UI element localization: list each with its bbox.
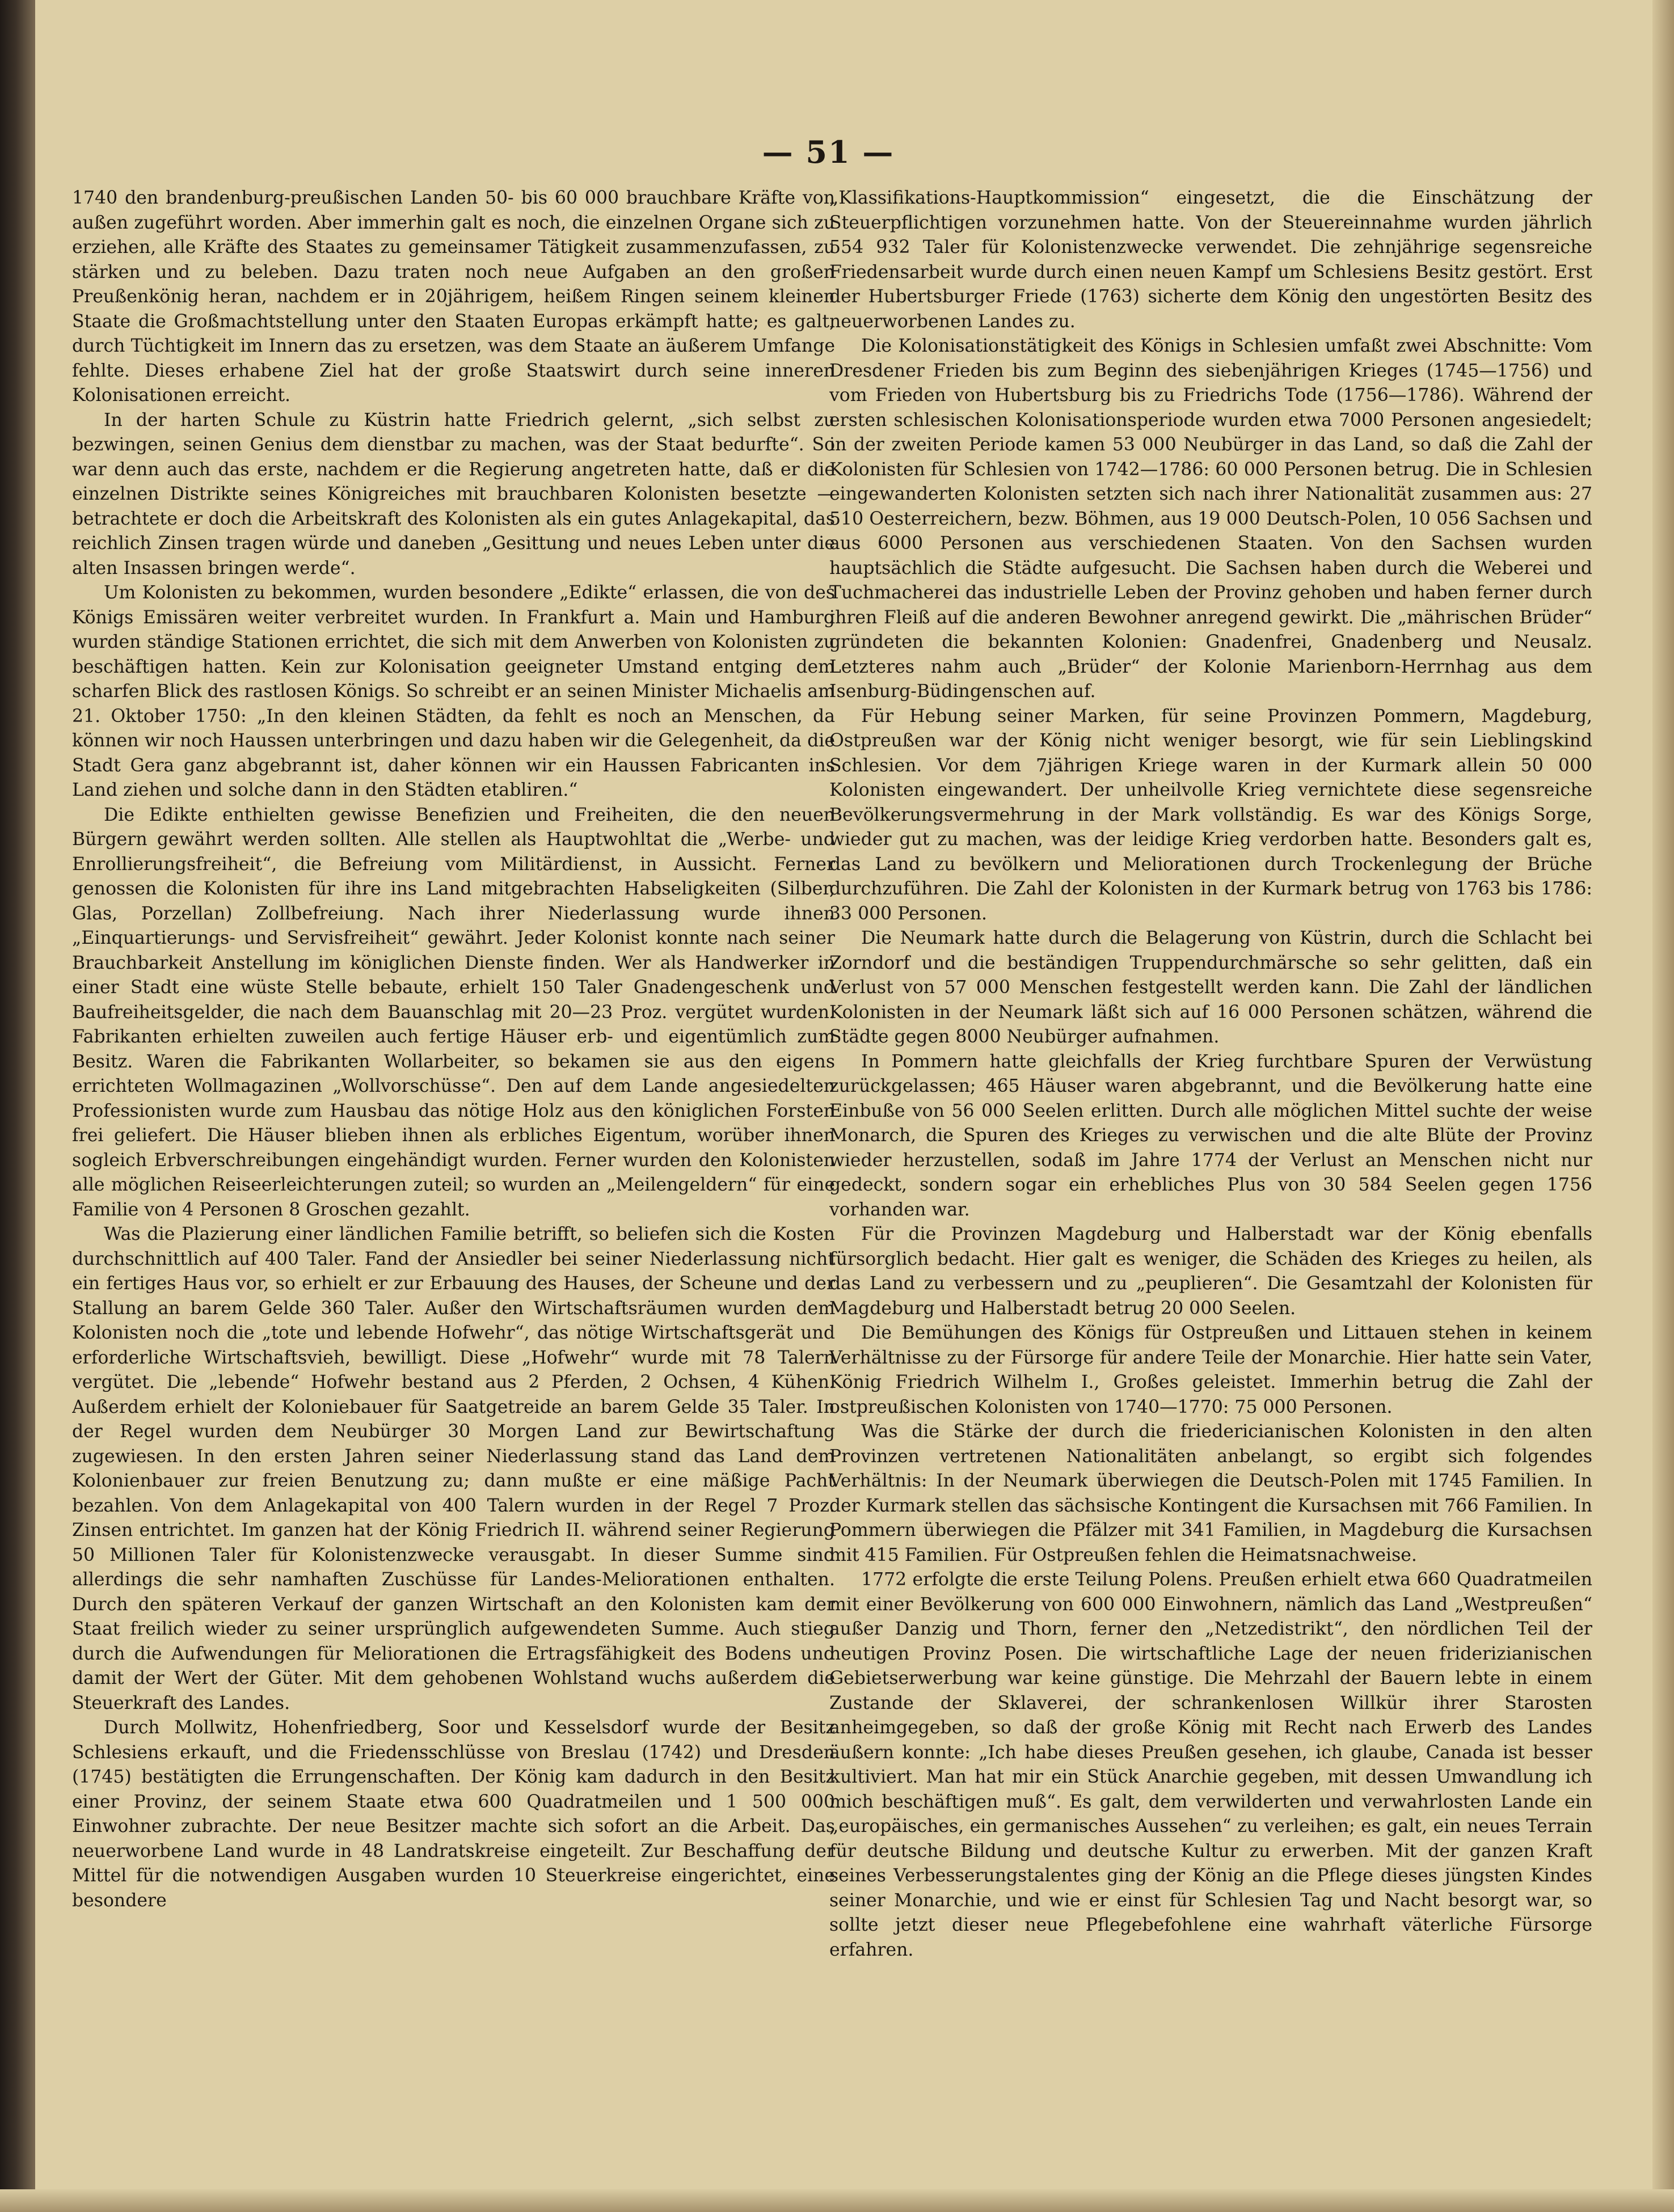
right-column xyxy=(829,186,1592,2080)
paragraph: In der harten Schule zu Küstrin hatte Friedrich gelernt, „sich selbst zu bezwingen, seinen Genius dem dienstbar zu machen, was der Staat bedurfte“. So war denn auch das erste, nachdem er die Regierung angetreten hatte, daß er die einzelnen Distrikte seines Königreiches mit brauchbaren Kolonisten besetzte — betrachtete er doch die Arbeitskraft des Kolonisten als ein gutes Anlagekapital, das reichlich Zinsen tragen würde und daneben „Gesittung und neues Leben unter die alten Insassen bringen werde“. xyxy=(72,410,835,579)
paragraph: Für die Provinzen Magdeburg und Halberstadt war der König ebenfalls fürsorglich bedacht. Hier galt es weniger, die Schäden des Krieges zu heilen, als das Land zu verbessern und zu „peuplieren“. Die Gesamtzahl der Kolonisten für Magdeburg und Halberstadt betrug 20 000 Seelen. xyxy=(829,1224,1592,1319)
paragraph: Die Edikte enthielten gewisse Benefizien und Freiheiten, die den neuen Bürgern gewährt werden sollten. Alle stellen als Hauptwohltat die „Werbe- und Enrollierungsfreiheit“, die Befreiung vom Militärdienst, in Aussicht. Ferner genossen die Kolonisten für ihre ins Land mitgebrachten Habseligkeiten (Silber, Glas, Porzellan) Zollbefreiung. Nach ihrer Niederlassung wurde ihnen „Einquartierungs- und Servisfreiheit“ gewährt. Jeder Kolonist konnte nach seiner Brauchbarkeit Anstellung im königlichen Dienste finden. Wer als Handwerker in einer Stadt eine wüste Stelle bebaute, erhielt 150 Taler Gnadengeschenk und Baufreiheitsgelder, die nach dem Bauanschlag mit 20—23 Proz. vergütet wurden. Fabrikanten erhielten zuweilen auch fertige Häuser erb- und eigentümlich zum Besitz. Waren die Fabrikanten Wollarbeiter, so bekamen sie aus den eigens errichteten Wollmagazinen „Wollvorschüsse“. Den auf dem Lande angesiedelten Professionisten wurde zum Hausbau das nötige Holz aus den königlichen Forsten frei geliefert. Die Häuser blieben ihnen als erbliches Eigentum, worüber ihnen sogleich Erbverschreibungen eingehändigt wurden. Ferner wurden den Kolonisten alle möglichen Reiseerleichterungen zuteil; so wurden an „Meilengeldern“ für eine Familie von 4 Personen 8 Groschen gezahlt. xyxy=(72,804,835,1220)
paragraph: Um Kolonisten zu bekommen, wurden besondere „Edikte“ erlassen, die von des Königs Emissären weiter verbreitet wurden. In Frankfurt a. Main und Hamburg wurden ständige Stationen errichtet, die sich mit dem Anwerben von Kolonisten zu beschäftigen hatten. Kein zur Kolonisation geeigneter Umstand entging dem scharfen Blick des rastlosen Königs. So schreibt er an seinen Minister Michaelis am 21. Oktober 1750: „In den kleinen Städten, da fehlt es noch an Menschen, da können wir noch Haussen unterbringen und dazu haben wir die Gelegenheit, da die Stadt Gera ganz abgebrannt ist, daher können wir ein Haussen Fabricanten ins Land ziehen und solche dann in den Städten etabliren.“ xyxy=(72,582,835,800)
paragraph: Die Neumark hatte durch die Belagerung von Küstrin, durch die Schlacht bei Zorndorf und die beständigen Truppendurchmärsche so sehr gelitten, daß ein Verlust von 57 000 Menschen festgestellt werden kann. Die Zahl der ländlichen Kolonisten in der Neumark läßt sich auf 16 000 Personen schätzen, während die Städte gegen 8000 Neubürger aufnahmen. xyxy=(829,928,1592,1047)
page-edge-right xyxy=(1652,0,1674,2212)
paragraph: „Klassifikations-Hauptkommission“ eingesetzt, die die Einschätzung der Steuerpflichtigen vorzunehmen hatte. Von der Steuereinnahme wurden jährlich 554 932 Taler für Kolonistenzwecke verwendet. Die zehnjährige segensreiche Friedensarbeit wurde durch einen neuen Kampf um Schlesiens Besitz gestört. Erst der Hubertsburger Friede (1763) sicherte dem König den ungestörten Besitz des neuerworbenen Landes zu. xyxy=(829,188,1592,332)
page-edge-bottom xyxy=(0,2189,1674,2212)
book-spine-shadow xyxy=(0,0,35,2212)
paragraph: Was die Plazierung einer ländlichen Familie betrifft, so beliefen sich die Kosten durchschnittlich auf 400 Taler. Fand der Ansiedler bei seiner Niederlassung nicht ein fertiges Haus vor, so erhielt er zur Erbauung des Hauses, der Scheune und der Stallung an barem Gelde 360 Taler. Außer den Wirtschaftsräumen wurden dem Kolonisten noch die „tote und lebende Hofwehr“, das nötige Wirtschaftsgerät und erforderliche Wirtschaftsvieh, bewilligt. Diese „Hofwehr“ wurde mit 78 Talern vergütet. Die „lebende“ Hofwehr bestand aus 2 Pferden, 2 Ochsen, 4 Kühen. Außerdem erhielt der Koloniebauer für Saatgetreide an barem Gelde 35 Taler. In der Regel wurden dem Neubürger 30 Morgen Land zur Bewirtschaftung zugewiesen. In den ersten Jahren seiner Niederlassung stand das Land dem Kolonienbauer zur freien Benutzung zu; dann mußte er eine mäßige Pacht bezahlen. Von dem Anlagekapital von 400 Talern wurden in der Regel 7 Proz. Zinsen entrichtet. Im ganzen hat der König Friedrich II. während seiner Regierung 50 Millionen Taler für Kolonistenzwecke verausgabt. In dieser Summe sind allerdings die sehr namhaften Zuschüsse für Landes-Meliorationen enthalten. Durch den späteren Verkauf der ganzen Wirtschaft an den Kolonisten kam der Staat freilich wieder zu seiner ursprünglich aufgewendeten Summe. Auch stieg durch die Aufwendungen für Meliorationen die Ertragsfähigkeit des Bodens und damit der Wert der Güter. Mit dem gehobenen Wohlstand wuchs außerdem die Steuerkraft des Landes. xyxy=(72,1224,835,1713)
paragraph: Für Hebung seiner Marken, für seine Provinzen Pommern, Magdeburg, Ostpreußen war der König nicht weniger besorgt, wie für sein Lieblingskind Schlesien. Vor dem 7jährigen Kriege waren in der Kurmark allein 50 000 Kolonisten eingewandert. Der unheilvolle Krieg vernichtete diese segensreiche Bevölkerungsvermehrung in der Mark vollständig. Es war des Königs Sorge, wieder gut zu machen, was der leidige Krieg verdorben hatte. Besonders galt es, das Land zu bevölkern und Meliorationen durch Trockenlegung der Brüche durchzuführen. Die Zahl der Kolonisten in der Kurmark betrug von 1763 bis 1786: 33 000 Personen. xyxy=(829,706,1592,924)
paragraph: Was die Stärke der durch die friedericianischen Kolonisten in den alten Provinzen vertretenen Nationalitäten anbelangt, so ergibt sich folgendes Verhältnis: In der Neumark überwiegen die Deutsch-Polen mit 1745 Familien. In der Kurmark stellen das sächsische Kontingent die Kursachsen mit 766 Familien. In Pommern überwiegen die Pfälzer mit 341 Familien, in Magdeburg die Kursachsen mit 415 Familien. Für Ostpreußen fehlen die Heimatsnachweise. xyxy=(829,1421,1592,1565)
page-number: — 51 — xyxy=(762,134,895,170)
paragraph: Die Bemühungen des Königs für Ostpreußen und Littauen stehen in keinem Verhältnisse zu der Fürsorge für andere Teile der Monarchie. Hier hatte sein Vater, König Friedrich Wilhelm I., Großes geleistet. Immerhin betrug die Zahl der ostpreußischen Kolonisten von 1740—1770: 75 000 Personen. xyxy=(829,1323,1592,1417)
paragraph: Durch Mollwitz, Hohenfriedberg, Soor und Kesselsdorf wurde der Besitz Schlesiens erkauft, und die Friedensschlüsse von Breslau (1742) und Dresden (1745) bestätigten die Errungenschaften. Der König kam dadurch in den Besitz einer Provinz, der seinem Staate etwa 600 Quadratmeilen und 1 500 000 Einwohner zubrachte. Der neue Besitzer machte sich sofort an die Arbeit. Das neuerworbene Land wurde in 48 Landratskreise eingeteilt. Zur Beschaffung der Mittel für die notwendigen Ausgaben wurden 10 Steuerkreise eingerichtet, eine besondere xyxy=(72,1717,835,1911)
paragraph: In Pommern hatte gleichfalls der Krieg furchtbare Spuren der Verwüstung zurückgelassen; 465 Häuser waren abgebrannt, und die Bevölkerung hatte eine Einbuße von 56 000 Seelen erlitten. Durch alle möglichen Mittel suchte der weise Monarch, die Spuren des Krieges zu verwischen und die alte Blüte der Provinz wieder herzustellen, sodaß im Jahre 1774 der Verlust an Menschen nicht nur gedeckt, sondern sogar ein erhebliches Plus von 30 584 Seelen gegen 1756 vorhanden war. xyxy=(829,1051,1592,1220)
paragraph: Die Kolonisationstätigkeit des Königs in Schlesien umfaßt zwei Abschnitte: Vom Dresdener Frieden bis zum Beginn des siebenjährigen Krieges (1745—1756) und vom Frieden von Hubertsburg bis zu Friedrichs Tode (1756—1786). Während der ersten schlesischen Kolonisationsperiode wurden etwa 7000 Personen angesiedelt; in der zweiten Periode kamen 53 000 Neubürger in das Land, so daß die Zahl der Kolonisten für Schlesien von 1742—1786: 60 000 Personen betrug. Die in Schlesien eingewanderten Kolonisten setzten sich nach ihrer Nationalität zusammen aus: 27 510 Oesterreichern, bezw. Böhmen, aus 19 000 Deutsch-Polen, 10 056 Sachsen und aus 6000 Personen aus verschiedenen Staaten. Von den Sachsen wurden hauptsächlich die Städte aufgesucht. Die Sachsen haben durch die Weberei und Tuchmacherei das industrielle Leben der Provinz gehoben und haben ferner durch ihren Fleiß auf die anderen Bewohner anregend gewirkt. Die „mährischen Brüder“ gründeten die bekannten Kolonien: Gnadenfrei, Gnadenberg und Neusalz. Letzteres nahm auch „Brüder“ der Kolonie Marienborn-Herrnhag aus dem Isenburg-Büdingenschen auf. xyxy=(829,336,1592,702)
paragraph: 1740 den brandenburg-preußischen Landen 50- bis 60 000 brauchbare Kräfte von außen zugeführt worden. Aber immerhin galt es noch, die einzelnen Organe sich zu erziehen, alle Kräfte des Staates zu gemeinsamer Tätigkeit zusammenzufassen, zu stärken und zu beleben. Dazu traten noch neue Aufgaben an den großen Preußenkönig heran, nachdem er in 20jährigem, heißem Ringen seinem kleinen Staate die Großmachtstellung unter den Staaten Europas erkämpft hatte; es galt, durch Tüchtigkeit im Innern das zu ersetzen, was dem Staate an äußerem Umfange fehlte. Dieses erhabene Ziel hat der große Staatswirt durch seine inneren Kolonisationen erreicht. xyxy=(72,188,835,406)
left-column xyxy=(72,186,835,2080)
paragraph: 1772 erfolgte die erste Teilung Polens. Preußen erhielt etwa 660 Quadratmeilen mit einer Bevölkerung von 600 000 Einwohnern, nämlich das Land „Westpreußen“ außer Danzig und Thorn, ferner den „Netzedistrikt“, den nördlichen Teil der heutigen Provinz Posen. Die wirtschaftliche Lage der neuen friderizianischen Gebietserwerbung war keine günstige. Die Mehrzahl der Bauern lebte in einem Zustande der Sklaverei, der schrankenlosen Willkür ihrer Starosten anheimgegeben, so daß der große König mit Recht nach Erwerb des Landes äußern konnte: „Ich habe dieses Preußen gesehen, ich glaube, Canada ist besser kultiviert. Man hat mir ein Stück Anarchie gegeben, mit dessen Umwandlung ich mich beschäftigen muß“. Es galt, dem verwilderten und verwahrlosten Lande ein „europäisches, ein germanisches Aussehen“ zu verleihen; es galt, ein neues Terrain für deutsche Bildung und deutsche Kultur zu erwerben. Mit der ganzen Kraft seines Verbesserungstalentes ging der König an die Pflege dieses jüngsten Kindes seiner Monarchie, und wie er einst für Schlesien Tag und Nacht besorgt war, so sollte jetzt dieser neue Pflegebefohlene eine wahrhaft väterliche Fürsorge erfahren. xyxy=(829,1569,1592,1960)
